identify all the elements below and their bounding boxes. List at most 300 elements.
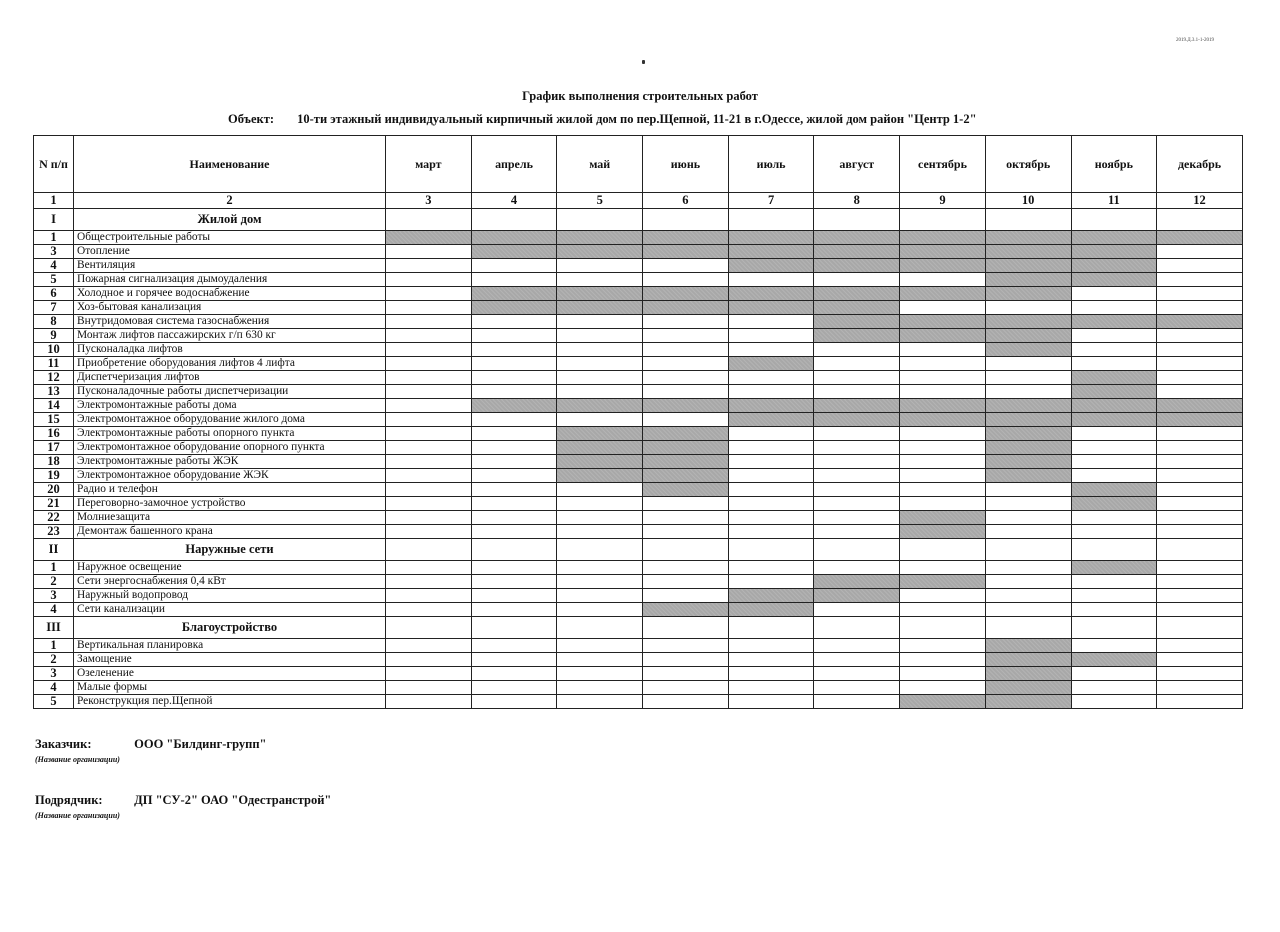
month-cell bbox=[1157, 603, 1243, 617]
month-cell-filled bbox=[900, 245, 986, 259]
month-cell bbox=[1071, 667, 1157, 681]
table-row bbox=[34, 343, 1243, 357]
month-cell-filled bbox=[557, 469, 643, 483]
row-name: Электромонтажные работы ЖЭК bbox=[74, 455, 386, 469]
month-cell bbox=[643, 511, 729, 525]
row-number: 1 bbox=[34, 639, 74, 653]
month-cell bbox=[557, 343, 643, 357]
month-cell-filled bbox=[985, 315, 1071, 329]
month-cell bbox=[386, 357, 472, 371]
row-name: Сети канализации bbox=[74, 603, 386, 617]
month-cell-filled bbox=[814, 329, 900, 343]
month-cell bbox=[985, 525, 1071, 539]
month-cell bbox=[900, 441, 986, 455]
month-cell bbox=[557, 357, 643, 371]
month-cell bbox=[386, 653, 472, 667]
month-cell-filled bbox=[643, 399, 729, 413]
table-row bbox=[34, 561, 1243, 575]
month-cell bbox=[643, 343, 729, 357]
row-number: 10 bbox=[34, 343, 74, 357]
row-number: 12 bbox=[34, 371, 74, 385]
month-cell bbox=[814, 343, 900, 357]
month-cell bbox=[386, 329, 472, 343]
row-number: 6 bbox=[34, 287, 74, 301]
month-cell-filled bbox=[985, 245, 1071, 259]
month-cell bbox=[1071, 455, 1157, 469]
column-number: 6 bbox=[643, 193, 729, 209]
month-cell bbox=[728, 511, 814, 525]
table-row bbox=[34, 413, 1243, 427]
month-cell bbox=[557, 525, 643, 539]
month-cell-filled bbox=[1071, 497, 1157, 511]
month-cell bbox=[728, 427, 814, 441]
month-cell bbox=[728, 385, 814, 399]
customer-value: ООО "Билдинг-групп" bbox=[134, 737, 267, 751]
table-row bbox=[34, 399, 1243, 413]
month-cell-filled bbox=[1157, 413, 1243, 427]
month-cell bbox=[1157, 653, 1243, 667]
month-cell bbox=[1071, 209, 1157, 231]
month-cell bbox=[471, 653, 557, 667]
month-cell bbox=[557, 385, 643, 399]
row-number: 5 bbox=[34, 273, 74, 287]
month-cell bbox=[386, 667, 472, 681]
month-cell-filled bbox=[814, 287, 900, 301]
month-cell bbox=[557, 259, 643, 273]
month-cell bbox=[814, 441, 900, 455]
month-cell-filled bbox=[643, 483, 729, 497]
month-cell bbox=[557, 681, 643, 695]
month-cell bbox=[1157, 441, 1243, 455]
month-cell bbox=[643, 539, 729, 561]
table-row bbox=[34, 575, 1243, 589]
month-cell bbox=[728, 667, 814, 681]
month-cell bbox=[1071, 525, 1157, 539]
month-cell bbox=[900, 653, 986, 667]
table-row bbox=[34, 427, 1243, 441]
month-cell-filled bbox=[728, 231, 814, 245]
month-cell-filled bbox=[985, 639, 1071, 653]
month-cell bbox=[643, 695, 729, 709]
month-cell bbox=[728, 329, 814, 343]
row-number: 22 bbox=[34, 511, 74, 525]
section-title: Благоустройство bbox=[74, 617, 386, 639]
section-title: Наружные сети bbox=[74, 539, 386, 561]
month-cell bbox=[386, 525, 472, 539]
month-cell-filled bbox=[900, 695, 986, 709]
table-row bbox=[34, 231, 1243, 245]
month-cell bbox=[814, 561, 900, 575]
row-number: 9 bbox=[34, 329, 74, 343]
month-cell bbox=[1157, 497, 1243, 511]
month-cell bbox=[728, 441, 814, 455]
contractor-line bbox=[35, 793, 331, 808]
month-cell bbox=[1071, 357, 1157, 371]
month-cell-filled bbox=[900, 259, 986, 273]
month-cell-filled bbox=[728, 245, 814, 259]
row-number: 2 bbox=[34, 653, 74, 667]
month-cell bbox=[643, 413, 729, 427]
month-cell bbox=[900, 681, 986, 695]
month-cell bbox=[386, 343, 472, 357]
month-cell-filled bbox=[728, 287, 814, 301]
month-cell bbox=[728, 575, 814, 589]
column-number: 8 bbox=[814, 193, 900, 209]
month-cell bbox=[557, 315, 643, 329]
month-cell bbox=[814, 497, 900, 511]
month-cell bbox=[1071, 575, 1157, 589]
month-cell-filled bbox=[814, 575, 900, 589]
column-number: 12 bbox=[1157, 193, 1243, 209]
row-number: 3 bbox=[34, 589, 74, 603]
month-cell-filled bbox=[814, 245, 900, 259]
row-number: 2 bbox=[34, 575, 74, 589]
month-cell bbox=[814, 617, 900, 639]
column-number: 11 bbox=[1071, 193, 1157, 209]
month-cell-filled bbox=[985, 273, 1071, 287]
month-cell bbox=[471, 329, 557, 343]
month-cell bbox=[814, 427, 900, 441]
table-row bbox=[34, 315, 1243, 329]
month-cell-filled bbox=[643, 441, 729, 455]
month-cell bbox=[557, 273, 643, 287]
month-cell-filled bbox=[1071, 561, 1157, 575]
row-number: 3 bbox=[34, 245, 74, 259]
month-cell bbox=[985, 371, 1071, 385]
month-cell-filled bbox=[728, 399, 814, 413]
row-number: 11 bbox=[34, 357, 74, 371]
month-cell bbox=[900, 483, 986, 497]
month-cell bbox=[1071, 427, 1157, 441]
month-cell bbox=[1157, 539, 1243, 561]
month-cell-filled bbox=[1071, 385, 1157, 399]
month-cell bbox=[643, 315, 729, 329]
row-name: Пусконаладка лифтов bbox=[74, 343, 386, 357]
month-cell bbox=[1157, 209, 1243, 231]
month-cell-filled bbox=[643, 427, 729, 441]
month-cell-filled bbox=[814, 315, 900, 329]
month-cell bbox=[386, 399, 472, 413]
month-cell bbox=[557, 617, 643, 639]
month-cell-filled bbox=[386, 231, 472, 245]
month-cell bbox=[557, 667, 643, 681]
column-number: 9 bbox=[900, 193, 986, 209]
table-row bbox=[34, 603, 1243, 617]
month-cell bbox=[1157, 455, 1243, 469]
month-cell bbox=[900, 455, 986, 469]
month-cell bbox=[643, 667, 729, 681]
month-cell bbox=[643, 209, 729, 231]
table-row bbox=[34, 639, 1243, 653]
month-cell bbox=[386, 427, 472, 441]
contractor-value: ДП "СУ-2" ОАО "Одестранстрой" bbox=[134, 793, 332, 807]
row-number: 5 bbox=[34, 695, 74, 709]
month-cell bbox=[386, 413, 472, 427]
schedule-table bbox=[33, 135, 1243, 709]
month-cell-filled bbox=[985, 653, 1071, 667]
month-cell bbox=[471, 385, 557, 399]
month-cell-filled bbox=[643, 301, 729, 315]
month-cell-filled bbox=[728, 259, 814, 273]
month-cell bbox=[386, 469, 472, 483]
month-cell bbox=[814, 469, 900, 483]
month-cell bbox=[557, 639, 643, 653]
header-month: сентябрь bbox=[900, 136, 986, 193]
month-cell-filled bbox=[1071, 259, 1157, 273]
table-row bbox=[34, 357, 1243, 371]
section-row bbox=[34, 539, 1243, 561]
row-number: 4 bbox=[34, 681, 74, 695]
month-cell bbox=[471, 575, 557, 589]
month-cell bbox=[471, 695, 557, 709]
month-cell-filled bbox=[471, 399, 557, 413]
column-number: 1 bbox=[34, 193, 74, 209]
header-month: ноябрь bbox=[1071, 136, 1157, 193]
row-number: 21 bbox=[34, 497, 74, 511]
month-cell bbox=[471, 617, 557, 639]
month-cell-filled bbox=[471, 287, 557, 301]
month-cell bbox=[900, 561, 986, 575]
month-cell bbox=[471, 259, 557, 273]
month-cell bbox=[386, 287, 472, 301]
header-month: август bbox=[814, 136, 900, 193]
row-number: 1 bbox=[34, 231, 74, 245]
month-cell bbox=[643, 561, 729, 575]
month-cell bbox=[985, 561, 1071, 575]
row-name: Отопление bbox=[74, 245, 386, 259]
month-cell-filled bbox=[1071, 273, 1157, 287]
month-cell bbox=[1157, 667, 1243, 681]
month-cell bbox=[985, 385, 1071, 399]
month-cell bbox=[728, 525, 814, 539]
row-name: Наружное освещение bbox=[74, 561, 386, 575]
object-label: Объект: bbox=[228, 112, 275, 126]
month-cell bbox=[643, 357, 729, 371]
table-row bbox=[34, 385, 1243, 399]
month-cell bbox=[471, 343, 557, 357]
month-cell bbox=[471, 469, 557, 483]
month-cell-filled bbox=[1157, 399, 1243, 413]
month-cell bbox=[471, 497, 557, 511]
object-text: 10-ти этажный индивидуальный кирпичный жилой дом по пер.Щепной, 11-21 в г.Одессе, жилой дом район "Центр 1-2" bbox=[297, 112, 977, 126]
month-cell bbox=[1157, 329, 1243, 343]
month-cell-filled bbox=[557, 287, 643, 301]
month-cell bbox=[386, 511, 472, 525]
month-cell bbox=[643, 525, 729, 539]
table-row bbox=[34, 371, 1243, 385]
row-number: 16 bbox=[34, 427, 74, 441]
row-number: 15 bbox=[34, 413, 74, 427]
month-cell bbox=[1071, 441, 1157, 455]
month-cell bbox=[386, 441, 472, 455]
month-cell-filled bbox=[557, 399, 643, 413]
month-cell bbox=[1157, 617, 1243, 639]
month-cell bbox=[471, 455, 557, 469]
month-cell bbox=[728, 639, 814, 653]
month-cell bbox=[557, 511, 643, 525]
table-row bbox=[34, 525, 1243, 539]
table-row bbox=[34, 511, 1243, 525]
month-cell-filled bbox=[814, 231, 900, 245]
row-name: Электромонтажное оборудование опорного пункта bbox=[74, 441, 386, 455]
month-cell bbox=[643, 273, 729, 287]
table-row bbox=[34, 497, 1243, 511]
month-cell bbox=[471, 427, 557, 441]
month-cell bbox=[900, 603, 986, 617]
row-name: Молниезащита bbox=[74, 511, 386, 525]
month-cell bbox=[471, 357, 557, 371]
month-cell bbox=[985, 603, 1071, 617]
header-month: октябрь bbox=[985, 136, 1071, 193]
month-cell-filled bbox=[643, 455, 729, 469]
month-cell bbox=[814, 357, 900, 371]
month-cell bbox=[814, 483, 900, 497]
month-cell bbox=[643, 259, 729, 273]
month-cell bbox=[386, 301, 472, 315]
month-cell bbox=[386, 603, 472, 617]
month-cell-filled bbox=[1071, 399, 1157, 413]
table-row bbox=[34, 681, 1243, 695]
row-name: Пусконаладочные работы диспетчеризации bbox=[74, 385, 386, 399]
row-number: 4 bbox=[34, 603, 74, 617]
header-month: июль bbox=[728, 136, 814, 193]
month-cell bbox=[1157, 469, 1243, 483]
month-cell bbox=[814, 273, 900, 287]
row-name: Электромонтажное оборудование жилого дома bbox=[74, 413, 386, 427]
month-cell bbox=[728, 497, 814, 511]
row-name: Реконструкция пер.Щепной bbox=[74, 695, 386, 709]
month-cell bbox=[1071, 287, 1157, 301]
month-cell bbox=[814, 603, 900, 617]
month-cell-filled bbox=[557, 427, 643, 441]
month-cell bbox=[728, 681, 814, 695]
month-cell bbox=[471, 413, 557, 427]
row-number: 8 bbox=[34, 315, 74, 329]
month-cell-filled bbox=[985, 427, 1071, 441]
contractor-note: (Название организации) bbox=[35, 811, 120, 820]
month-cell bbox=[1157, 371, 1243, 385]
month-cell-filled bbox=[985, 455, 1071, 469]
column-number: 5 bbox=[557, 193, 643, 209]
month-cell bbox=[900, 589, 986, 603]
row-name: Демонтаж башенного крана bbox=[74, 525, 386, 539]
month-cell-filled bbox=[814, 259, 900, 273]
month-cell-filled bbox=[985, 287, 1071, 301]
month-cell bbox=[814, 385, 900, 399]
section-title: Жилой дом bbox=[74, 209, 386, 231]
row-name: Электромонтажное оборудование ЖЭК bbox=[74, 469, 386, 483]
month-cell-filled bbox=[643, 469, 729, 483]
month-cell-filled bbox=[900, 525, 986, 539]
month-cell-filled bbox=[643, 231, 729, 245]
header-num: N п/п bbox=[34, 136, 74, 193]
month-cell bbox=[386, 245, 472, 259]
column-number-row bbox=[34, 193, 1243, 209]
month-cell bbox=[1157, 639, 1243, 653]
column-number: 2 bbox=[74, 193, 386, 209]
month-cell bbox=[471, 539, 557, 561]
month-cell bbox=[900, 273, 986, 287]
month-cell-filled bbox=[1157, 315, 1243, 329]
month-cell-filled bbox=[471, 245, 557, 259]
table-row bbox=[34, 667, 1243, 681]
month-cell bbox=[1157, 695, 1243, 709]
month-cell bbox=[1157, 427, 1243, 441]
row-number: 14 bbox=[34, 399, 74, 413]
table-row bbox=[34, 589, 1243, 603]
month-cell bbox=[1157, 259, 1243, 273]
document-code: 2019.Д.3.1-1-2019 bbox=[1176, 38, 1214, 43]
month-cell bbox=[643, 589, 729, 603]
month-cell bbox=[985, 511, 1071, 525]
month-cell bbox=[386, 695, 472, 709]
month-cell-filled bbox=[900, 287, 986, 301]
month-cell bbox=[471, 603, 557, 617]
month-cell bbox=[1071, 329, 1157, 343]
row-number: 18 bbox=[34, 455, 74, 469]
header-month: июнь bbox=[643, 136, 729, 193]
section-number: II bbox=[34, 539, 74, 561]
month-cell bbox=[643, 371, 729, 385]
month-cell bbox=[900, 371, 986, 385]
month-cell bbox=[1071, 589, 1157, 603]
month-cell-filled bbox=[1071, 315, 1157, 329]
table-row bbox=[34, 259, 1243, 273]
month-cell bbox=[557, 561, 643, 575]
table-row bbox=[34, 653, 1243, 667]
month-cell bbox=[471, 371, 557, 385]
month-cell bbox=[1071, 695, 1157, 709]
month-cell bbox=[728, 371, 814, 385]
month-cell bbox=[471, 511, 557, 525]
row-number: 4 bbox=[34, 259, 74, 273]
month-cell bbox=[643, 497, 729, 511]
month-cell-filled bbox=[985, 469, 1071, 483]
month-cell bbox=[728, 653, 814, 667]
month-cell-filled bbox=[985, 667, 1071, 681]
month-cell-filled bbox=[1071, 653, 1157, 667]
row-name: Пожарная сигнализация дымоудаления bbox=[74, 273, 386, 287]
row-name: Приобретение оборудования лифтов 4 лифта bbox=[74, 357, 386, 371]
row-number: 3 bbox=[34, 667, 74, 681]
month-cell-filled bbox=[471, 231, 557, 245]
table-row bbox=[34, 273, 1243, 287]
month-cell bbox=[985, 617, 1071, 639]
object-line bbox=[228, 112, 977, 127]
month-cell-filled bbox=[1071, 245, 1157, 259]
month-cell-filled bbox=[1071, 483, 1157, 497]
table-row bbox=[34, 483, 1243, 497]
month-cell bbox=[557, 209, 643, 231]
month-cell-filled bbox=[728, 357, 814, 371]
month-cell bbox=[900, 301, 986, 315]
column-number: 4 bbox=[471, 193, 557, 209]
table-row bbox=[34, 245, 1243, 259]
month-cell-filled bbox=[1157, 231, 1243, 245]
month-cell-filled bbox=[985, 399, 1071, 413]
month-cell-filled bbox=[557, 245, 643, 259]
header-month: апрель bbox=[471, 136, 557, 193]
row-name: Электромонтажные работы дома bbox=[74, 399, 386, 413]
month-cell bbox=[557, 589, 643, 603]
page-title: График выполнения строительных работ bbox=[522, 89, 758, 103]
month-cell-filled bbox=[985, 231, 1071, 245]
month-cell-filled bbox=[557, 441, 643, 455]
month-cell bbox=[386, 273, 472, 287]
month-cell-filled bbox=[900, 315, 986, 329]
scan-mark bbox=[642, 60, 645, 64]
month-cell bbox=[471, 273, 557, 287]
